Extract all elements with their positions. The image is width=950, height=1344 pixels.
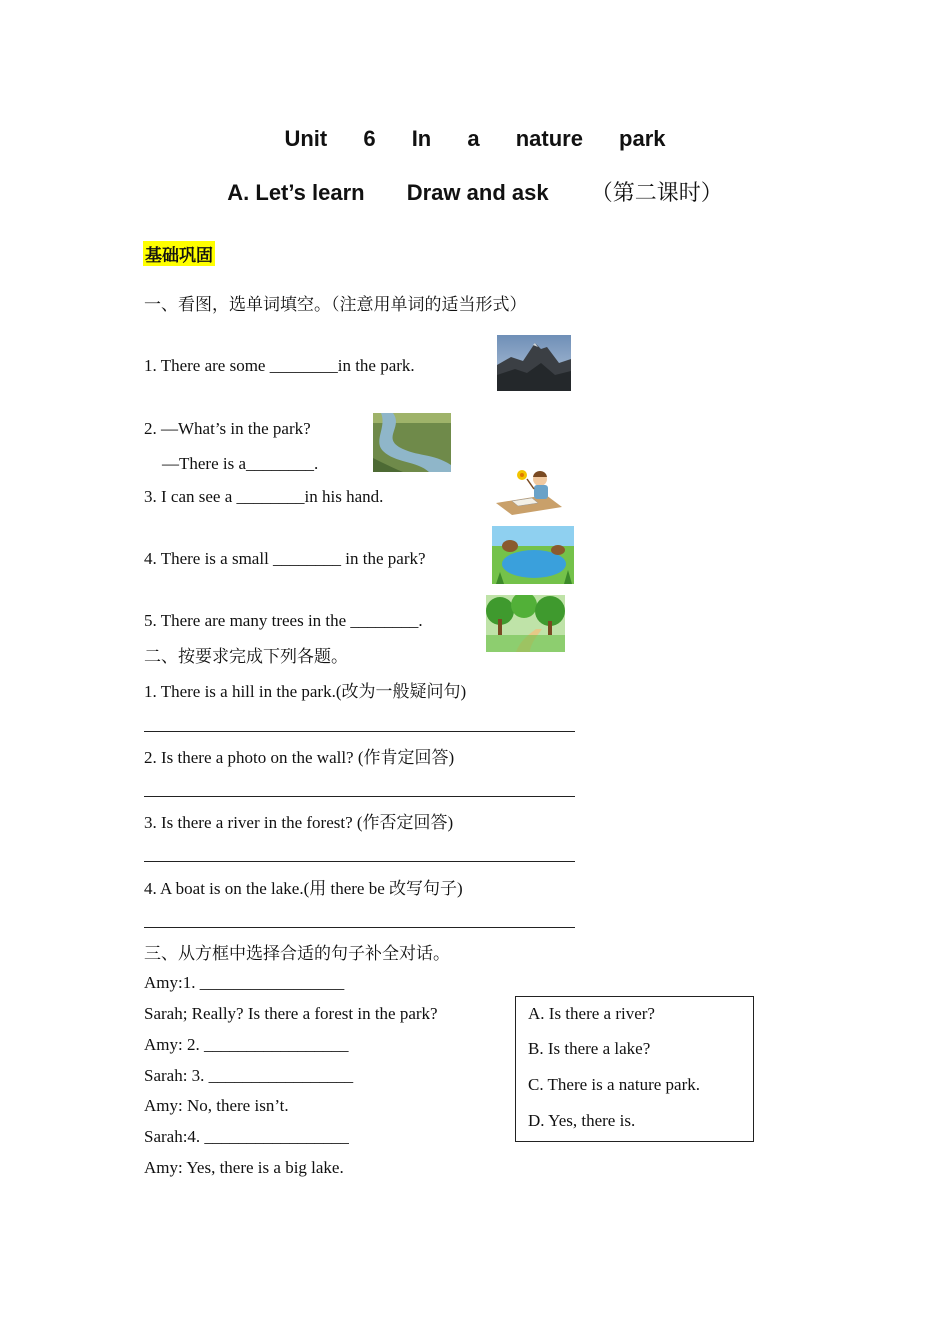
part2-q3: 3. Is there a river in the forest? (作否定回答): [144, 813, 454, 832]
answer-line-2[interactable]: [144, 796, 575, 797]
lake-cartoon-icon: [492, 526, 574, 584]
part1-q2b: —There is a________.: [162, 454, 319, 473]
forest-cartoon-icon: [486, 595, 565, 652]
subtitle-lesson: （第二课时）: [590, 181, 723, 206]
option-b: B. Is there a lake?: [528, 1039, 651, 1058]
answer-line-3[interactable]: [144, 861, 575, 862]
dialogue-line: Sarah:4. _________________: [144, 1127, 349, 1146]
part2-q4: 4. A boat is on the lake.(用 there be 改写句子): [144, 879, 463, 898]
dialogue-line: Sarah: 3. _________________: [144, 1066, 354, 1085]
part1-q3: 3. I can see a ________in his hand.: [144, 487, 384, 506]
dialogue-line: Amy:1. _________________: [144, 973, 345, 992]
river-photo-icon: [373, 413, 451, 472]
part2-heading: 二、按要求完成下列各题。: [144, 647, 348, 667]
part1-q2a: 2. —What’s in the park?: [144, 419, 311, 438]
boy-painting-icon: [494, 465, 564, 515]
part2-q1: 1. There is a hill in the park.(改为一般疑问句): [144, 682, 467, 701]
section-tag: 基础巩固: [143, 241, 215, 266]
dialogue-line: Amy: Yes, there is a big lake.: [144, 1158, 344, 1177]
mountain-photo-icon: [497, 335, 571, 391]
option-d: D. Yes, there is.: [528, 1111, 636, 1130]
option-a: A. Is there a river?: [528, 1004, 655, 1023]
subtitle-draw-ask: Draw and ask: [406, 180, 549, 205]
part1-q1: 1. There are some ________in the park.: [144, 356, 415, 375]
part1-q4: 4. There is a small ________ in the park?: [144, 549, 426, 568]
subtitle-lets-learn: A. Let’s learn: [227, 180, 365, 205]
dialogue-line: Amy: 2. _________________: [144, 1035, 349, 1054]
dialogue-line: Amy: No, there isn’t.: [144, 1096, 289, 1115]
answer-line-4[interactable]: [144, 927, 575, 928]
page-title: Unit 6 In a nature park: [284, 126, 666, 151]
dialogue-line: Sarah; Really? Is there a forest in the park?: [144, 1004, 438, 1023]
part1-heading: 一、看图，选单词填空。（注意用单词的适当形式）: [144, 295, 527, 315]
options-box: [515, 996, 754, 1142]
part2-q2: 2. Is there a photo on the wall? (作肯定回答): [144, 748, 455, 767]
part1-q5: 5. There are many trees in the ________.: [144, 611, 423, 630]
page-subtitle: [0, 176, 950, 207]
answer-line-1[interactable]: [144, 731, 575, 732]
part3-heading: 三、从方框中选择合适的句子补全对话。: [144, 944, 450, 964]
option-c: C. There is a nature park.: [528, 1075, 700, 1094]
